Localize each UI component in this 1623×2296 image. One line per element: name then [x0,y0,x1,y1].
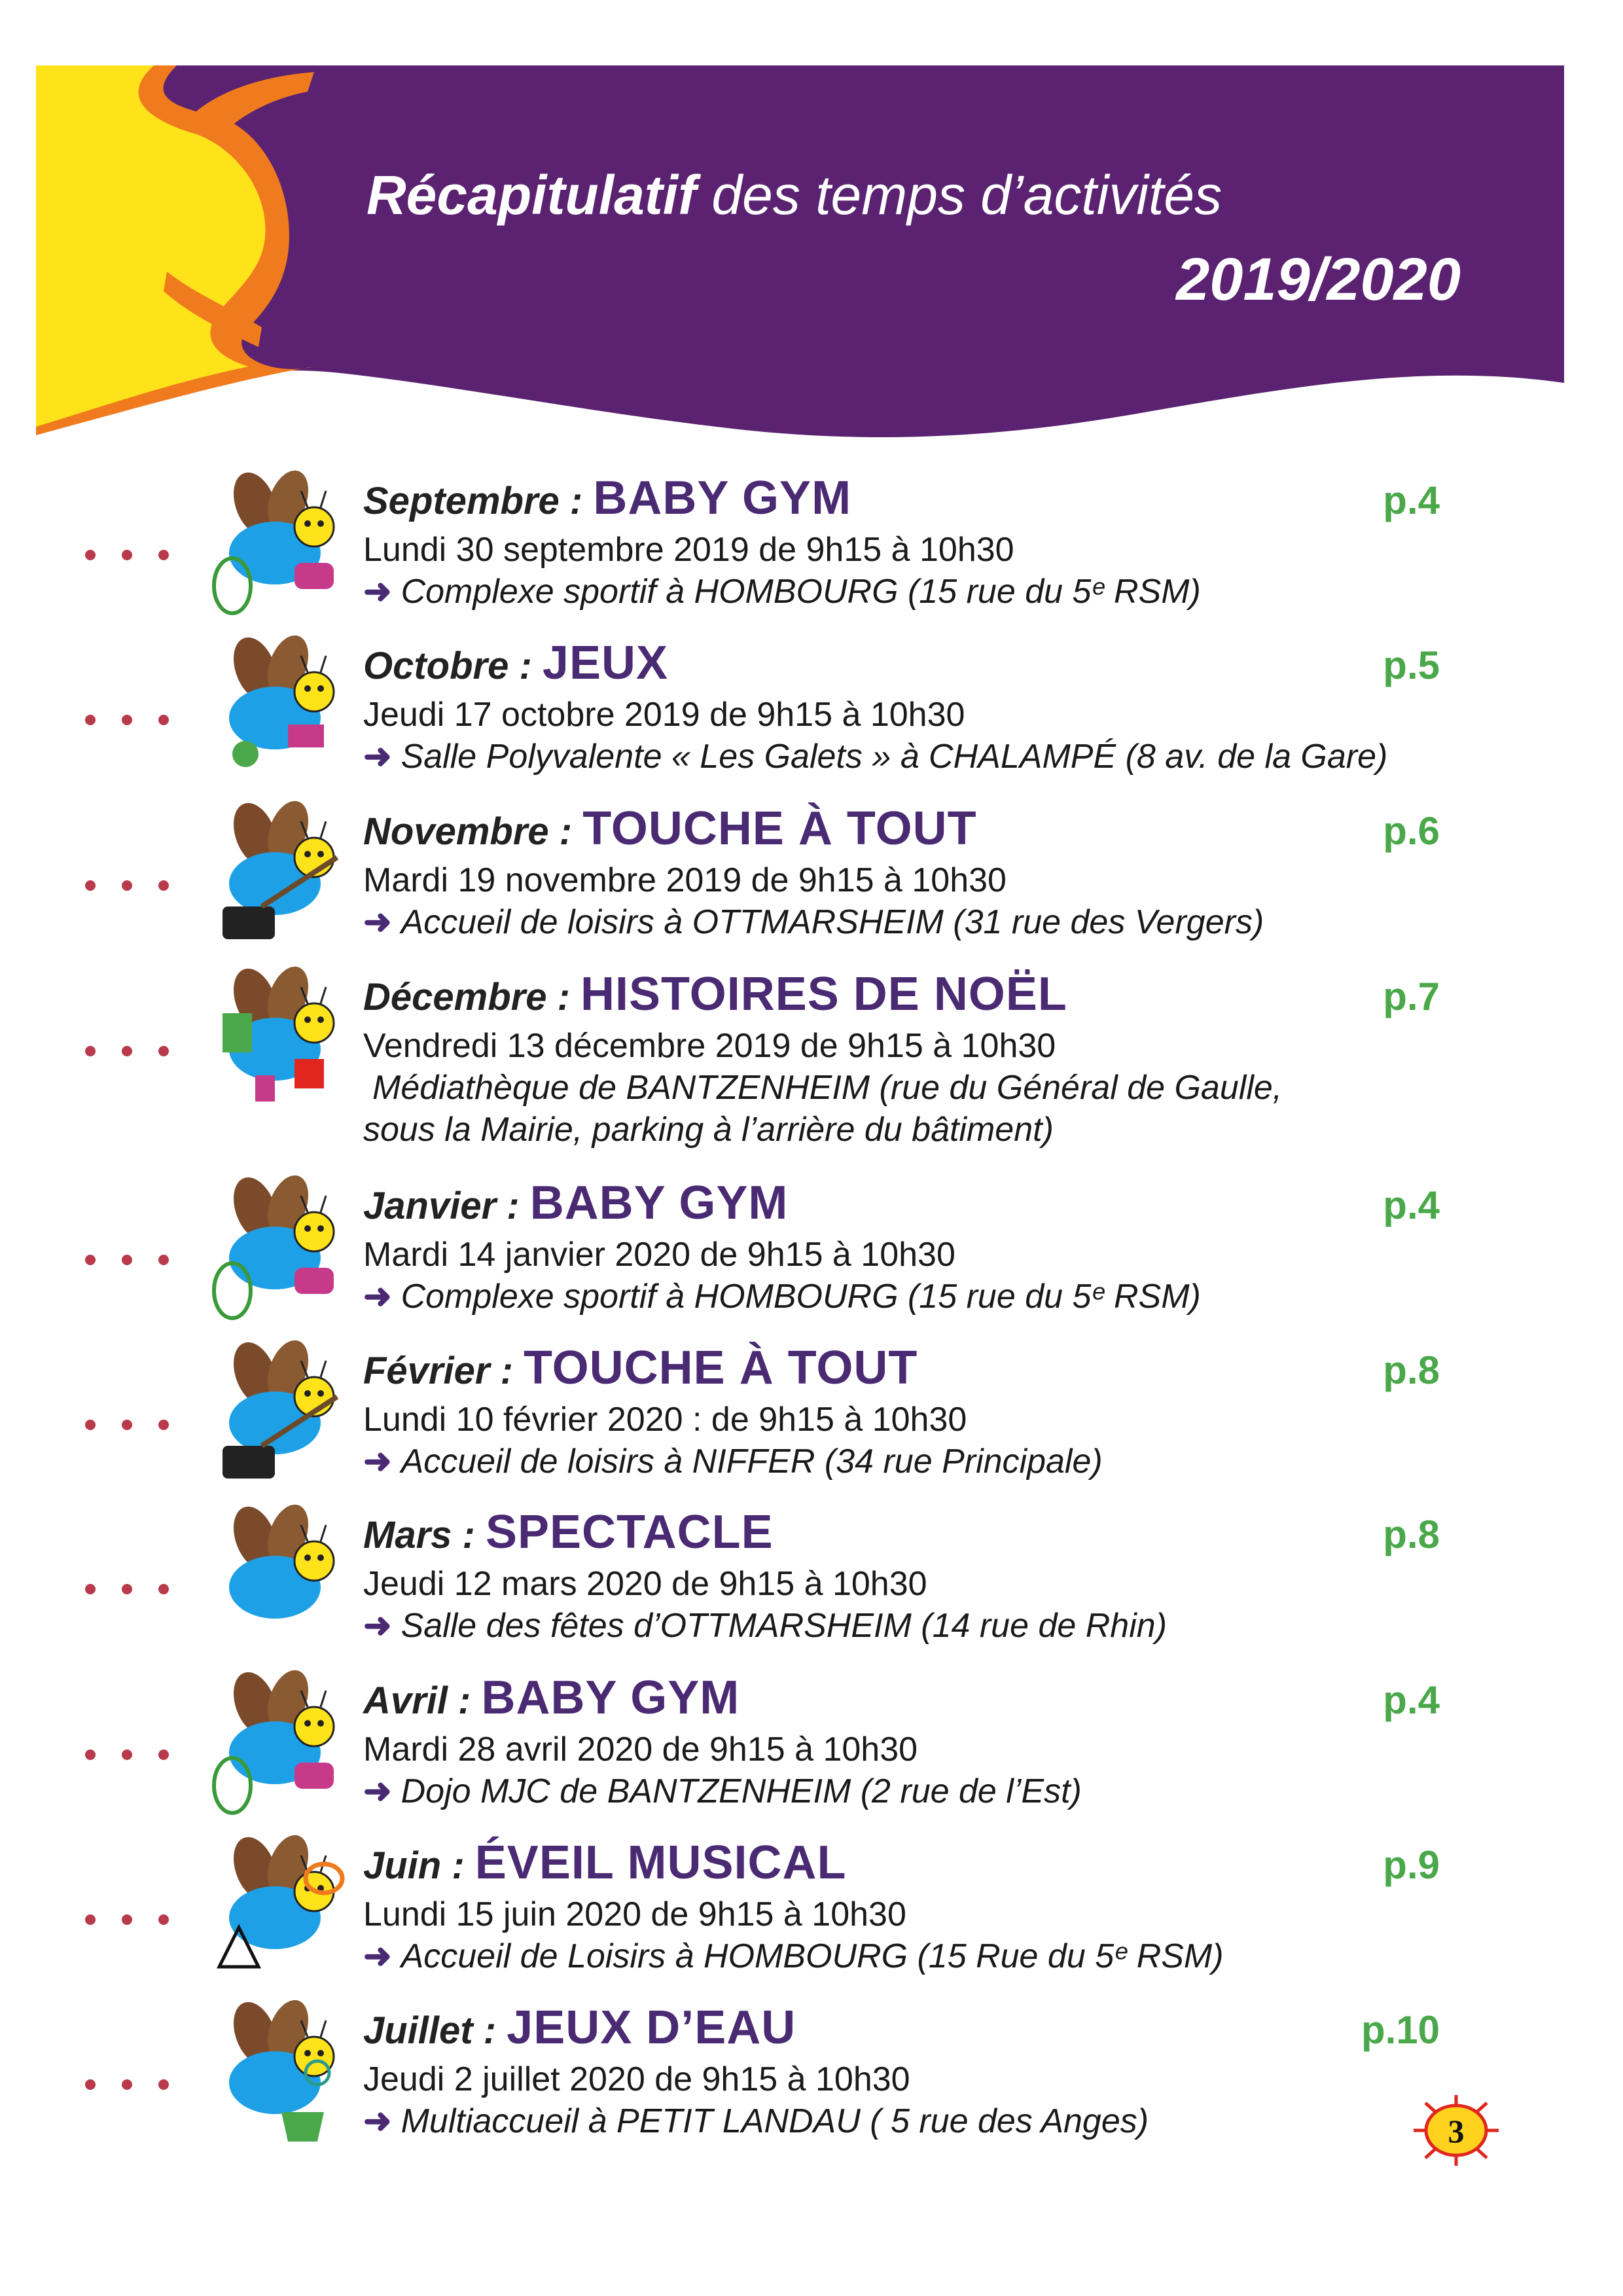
page-number: 3 [1448,2113,1465,2149]
bee-water-icon [209,1994,347,2151]
activity-title: HISTOIRES DE NOËL [580,968,1067,1020]
bullet-dots [85,1255,183,1268]
location: ➜ Accueil de loisirs à NIFFER (34 rue Principale) [363,1443,1103,1480]
bee-music-icon [209,1829,347,1986]
page-reference: p.4 [1383,478,1440,522]
arrow-icon: ➜ [363,903,392,941]
date-time: Mardi 19 novembre 2019 de 9h15 à 10h30 [363,861,1007,899]
bullet-dots [85,1914,183,1928]
month-label: Juillet : [363,2009,507,2052]
page-reference: p.4 [1383,1183,1440,1227]
arrow-icon: ➜ [363,573,392,611]
list-item [0,2001,1623,2158]
page-reference: p.5 [1383,643,1440,687]
location: ➜ Accueil de Loisirs à HOMBOURG (15 Rue du 5ᵉ RSM) [363,1937,1224,1975]
list-item [0,1836,1623,1993]
page-title: Récapitulatif des temps d’activités [366,164,1222,226]
date-time: Lundi 10 février 2020 : de 9h15 à 10h30 [363,1401,967,1439]
date-time: Jeudi 12 mars 2020 de 9h15 à 10h30 [363,1565,927,1603]
location: ➜ Complexe sportif à HOMBOURG (15 rue du 5ᵉ RSM) [363,573,1201,611]
activity-title: TOUCHE À TOUT [582,802,977,855]
month-label: Juin : [363,1844,475,1887]
month-label: Mars : [363,1514,486,1556]
activity-title: JEUX [542,637,669,689]
list-item [0,1176,1623,1333]
page-reference: p.6 [1383,809,1440,853]
location: ➜ Multiaccueil à PETIT LANDAU ( 5 rue des Anges) [363,2102,1149,2140]
month-label: Janvier : [363,1185,530,1227]
list-item [0,636,1623,793]
bullet-dots [85,550,183,563]
date-time: Jeudi 17 octobre 2019 de 9h15 à 10h30 [363,696,965,734]
month-label: Décembre : [363,976,581,1018]
month-label: Novembre : [363,810,583,853]
activity-title: JEUX D’EAU [507,2001,796,2054]
list-item [0,471,1623,628]
bee-gym-icon [209,1664,347,1821]
activity-title: SPECTACLE [485,1506,774,1558]
bee-gym-icon [209,465,347,622]
bee-paint-icon [209,795,347,952]
bee-books-icon [209,961,347,1118]
list-item [0,1505,1623,1662]
page-reference: p.4 [1383,1678,1440,1722]
page-reference: p.8 [1383,1348,1440,1392]
date-time: Mardi 28 avril 2020 de 9h15 à 10h30 [363,1731,918,1768]
bullet-dots [85,1749,183,1763]
month-label: Février : [363,1350,524,1392]
year-title: 2019/2020 [1176,246,1461,313]
location: ➜ Salle des fêtes d’OTTMARSHEIM (14 rue de Rhin) [363,1607,1168,1645]
activity-title: ÉVEIL MUSICAL [474,1837,847,1889]
activity-title: BABY GYM [593,472,852,524]
activity-title: TOUCHE À TOUT [524,1342,918,1394]
date-time: Vendredi 13 décembre 2019 de 9h15 à 10h30 [363,1027,1056,1065]
month-label: Septembre : [363,480,594,522]
list-item [0,1671,1623,1828]
location: Médiathèque de BANTZENHEIM (rue du Général de Gaulle, [372,1069,1283,1107]
page-reference: p.9 [1383,1843,1440,1887]
list-item [0,802,1623,959]
bullet-dots [85,715,183,728]
bullet-dots [85,2079,183,2092]
page-reference: p.10 [1361,2008,1440,2052]
bullet-dots [85,1046,183,1059]
header-banner [0,0,1623,458]
list-item [0,967,1623,1149]
bee-paint-icon [209,1335,347,1492]
bullet-dots [85,1420,183,1433]
date-time: Lundi 15 juin 2020 de 9h15 à 10h30 [363,1895,906,1933]
arrow-icon: ➜ [363,1443,392,1480]
activity-title: BABY GYM [481,1672,740,1724]
bullet-dots [85,880,183,893]
location: ➜ Complexe sportif à HOMBOURG (15 rue du 5ᵉ RSM) [363,1278,1201,1316]
bullet-dots [85,1584,183,1597]
sun-badge-icon [1407,2091,1505,2170]
month-label: Avril : [363,1679,482,1722]
banner-graphic [0,0,1623,458]
date-time: Jeudi 2 juillet 2020 de 9h15 à 10h30 [363,2060,910,2098]
date-time: Mardi 14 janvier 2020 de 9h15 à 10h30 [363,1236,955,1274]
arrow-icon: ➜ [363,738,392,776]
list-item [0,1341,1623,1498]
arrow-icon: ➜ [363,1278,392,1316]
activity-title: BABY GYM [529,1177,789,1229]
location-continued: sous la Mairie, parking à l’arrière du bâtiment) [363,1111,1054,1149]
bee-gym-icon [209,1170,347,1327]
location: ➜ Accueil de loisirs à OTTMARSHEIM (31 rue des Vergers) [363,903,1264,941]
arrow-icon: ➜ [363,1937,392,1975]
bee-show-icon [209,1499,347,1656]
page-reference: p.8 [1383,1513,1440,1556]
date-time: Lundi 30 septembre 2019 de 9h15 à 10h30 [363,531,1014,569]
month-label: Octobre : [363,645,543,687]
page-number-badge [1407,2091,1505,2170]
arrow-icon: ➜ [363,1772,392,1810]
arrow-icon: ➜ [363,1607,392,1645]
page-reference: p.7 [1383,975,1440,1018]
bee-games-icon [209,630,347,787]
arrow-icon: ➜ [363,2102,392,2140]
location: ➜ Dojo MJC de BANTZENHEIM (2 rue de l’Est) [363,1772,1082,1810]
location: ➜ Salle Polyvalente « Les Galets » à CHALAMPÉ (8 av. de la Gare) [363,738,1388,776]
